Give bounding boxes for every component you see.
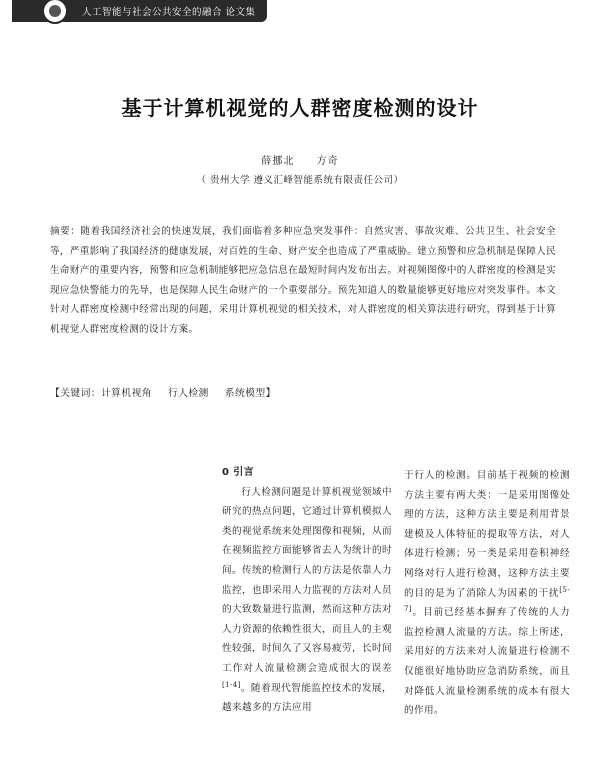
paragraph-text: 行人检测问题是计算机视觉领域中研究的热点问题，它通过计算机模拟人类的视觉系统来处理图像和视频，从而在视频监控方面能够省去人为统计的时间。传统的检测行人的方法是依靠人力监控，也即采用人力监视的方法对人员的大致数量进行监测，然而这种方法对人力资源的依赖性很大，而且人的主观性较强，时间久了又容易疲劳，长时间工作对人流量检测会造成很大的误差: [222, 486, 392, 674]
section-heading: 0 引言: [222, 467, 255, 478]
body-paragraph: [222, 483, 392, 718]
header-text: 人工智能与社会公共安全的融合 论文集: [82, 7, 256, 18]
keywords: [50, 385, 276, 399]
header-bar: [12, 0, 267, 22]
keyword-item: 计算机视角: [100, 388, 152, 399]
paragraph-text: 于行人的检测。目前基于视频的检测方法主要有两大类：一是采用图像处理的方法，这种方法主要是利用背景建模及人体特征的提取等方法，对人体进行检测；另一类是采用卷积神经网络对行人进行检测，这种方法主要的目的是为了消除人为因素的干扰: [404, 470, 570, 599]
body-column-right: [404, 466, 570, 721]
keyword-item: 系统模型: [224, 388, 266, 399]
body-column-left: [222, 463, 392, 718]
journal-logo: [42, 0, 68, 24]
paragraph-text: 。随着现代智能监控技术的发展，越来越多的方法应用: [222, 682, 392, 714]
abstract: 摘要：随着我国经济社会的快速发展，我们面临着多种应急突发事件：自然灾害、事故灾难、公共卫生、社会安全等，严重影响了我国经济的健康发展，对百姓的生命、财产安全也造成了严重威胁。建立预警和应急机制是保障人民生命财产的重要内容，预警和应急机制能够把应急信息在最短时间内发布出去。对视频图像中的人群密度的检测是实现应急快警能力的先导，也是保障人民生命财产的一个重要部分。预先知道人的数量能够更好地应对突发事件。本文针对人群密度检测中经常出现的问题，采用计算机视觉的相关技术，对人群密度的相关算法进行研究，得到基于计算机视觉人群密度检测的设计方案。: [50, 226, 556, 335]
keywords-prefix: 【关键词：: [50, 388, 101, 399]
citation: [1-4]: [222, 680, 241, 689]
citation: [5-7]: [404, 585, 570, 613]
affiliation: （ 贵州大学 遵义汇峰智能系统有限责任公司）: [196, 175, 404, 186]
body-paragraph: [404, 466, 570, 721]
paper-title: 基于计算机视觉的人群密度检测的设计: [121, 96, 479, 120]
keyword-item: 行人检测: [167, 388, 209, 399]
keywords-suffix: 】: [265, 388, 276, 399]
authors: 薛挪北 方奇: [261, 156, 339, 167]
paragraph-text: 。目前已经基本摒弃了传统的人力监控检测人流量的方法。综上所述，采用好的方法来对人流量进行检测不仅能很好地协助应急消防系统，而且对降低人流量检测系统的成本有很大的作用。: [404, 607, 570, 717]
